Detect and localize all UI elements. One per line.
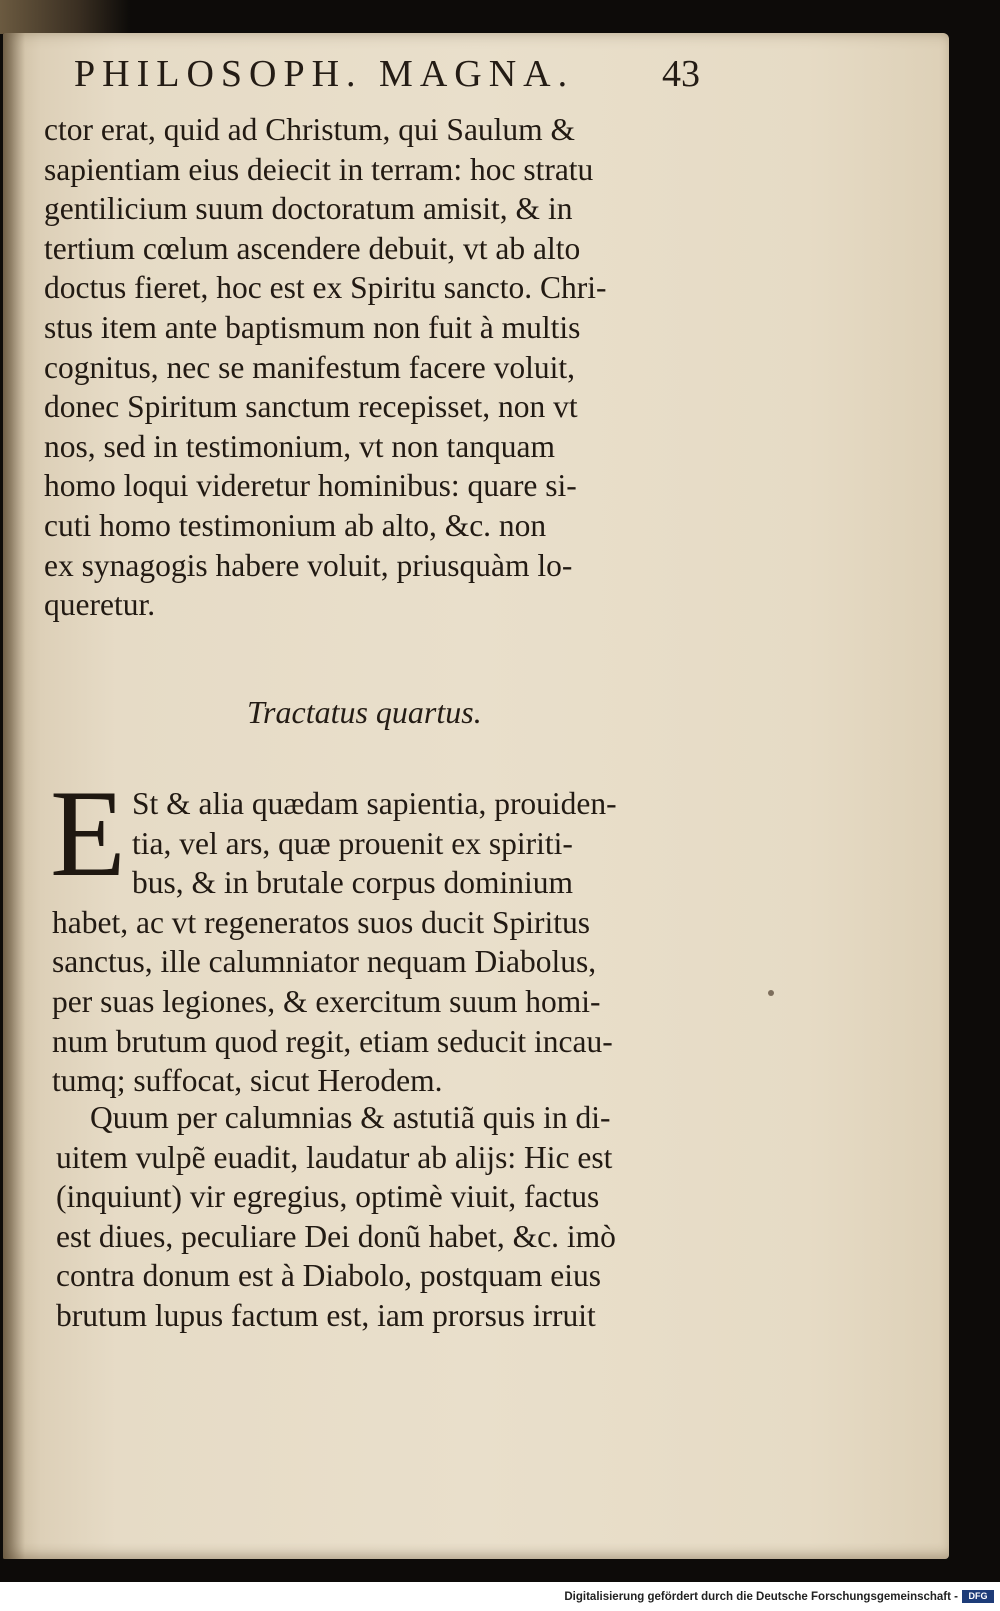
text-line: habet, ac vt regeneratos suos ducit Spiritus: [52, 904, 590, 940]
text-line: brutum lupus factum est, iam prorsus irruit: [56, 1297, 596, 1333]
text-line: ctor erat, quid ad Christum, qui Saulum &: [44, 112, 576, 147]
text-line: est diues, peculiare Dei donũ habet, &c. imò: [56, 1218, 616, 1254]
text-line: sanctus, ille calumniator nequam Diabolus,: [52, 944, 597, 980]
text-line: stus item ante baptismum non fuit à multis: [44, 309, 581, 345]
text-line: sapientiam eius deiecit in terram: hoc stratu: [44, 151, 594, 187]
paragraph-1: [44, 110, 744, 625]
text-line: nos, sed in testimonium, vt non tanquam: [44, 428, 555, 464]
paper-speck: [768, 990, 774, 996]
text-line: num brutum quod regit, etiam seducit incau-: [52, 1023, 613, 1059]
text-line: gentilicium suum doctoratum amisit, & in: [44, 191, 573, 227]
running-title: PHILOSOPH. MAGNA.: [74, 53, 575, 95]
paragraph-2: [50, 765, 742, 1101]
text-line: tia, vel ars, quæ prouenit ex spiriti-: [132, 825, 573, 861]
text-line: St & alia quædam sapientia, prouiden-: [132, 786, 617, 821]
text-line: cuti homo testimonium ab alto, &c. non: [44, 507, 547, 543]
text-line: Quum per calumnias & astutiã quis in di-: [90, 1100, 611, 1135]
text-line: homo loqui videretur hominibus: quare si-: [44, 468, 577, 504]
text-line: contra donum est à Diabolo, postquam eius: [56, 1258, 602, 1294]
text-line: queretur.: [44, 587, 156, 623]
page-number: 43: [662, 53, 700, 95]
paragraph-3: [56, 1098, 746, 1336]
drop-cap: E: [50, 765, 126, 902]
text-line: tumq; suffocat, sicut Herodem.: [52, 1063, 443, 1099]
text-line: ex synagogis habere voluit, priusquàm lo-: [44, 547, 573, 583]
section-heading: Tractatus quartus.: [247, 694, 482, 730]
text-line: doctus fieret, hoc est ex Spiritu sancto. Chri-: [44, 270, 607, 306]
text-line: (inquiunt) vir egregius, optimè viuit, factus: [56, 1179, 600, 1215]
text-line: bus, & in brutale corpus dominium: [132, 865, 573, 901]
text-line: donec Spiritum sanctum recepisset, non vt: [44, 389, 578, 425]
dfg-logo-icon: DFG: [962, 1590, 994, 1603]
text-line: per suas legiones, & exercitum suum homi-: [52, 983, 601, 1019]
text-line: cognitus, nec se manifestum facere voluit,: [44, 349, 575, 385]
text-line: uitem vulpẽ euadit, laudatur ab alijs: Hic est: [56, 1139, 613, 1175]
gutter-shadow: [3, 33, 25, 1559]
digitization-credit: Digitalisierung gefördert durch die Deutsche Forschungsgemeinschaft -: [564, 1591, 958, 1603]
running-header: [74, 52, 734, 104]
scan-edge: [0, 0, 130, 34]
text-line: tertium cœlum ascendere debuit, vt ab alto: [44, 230, 581, 266]
